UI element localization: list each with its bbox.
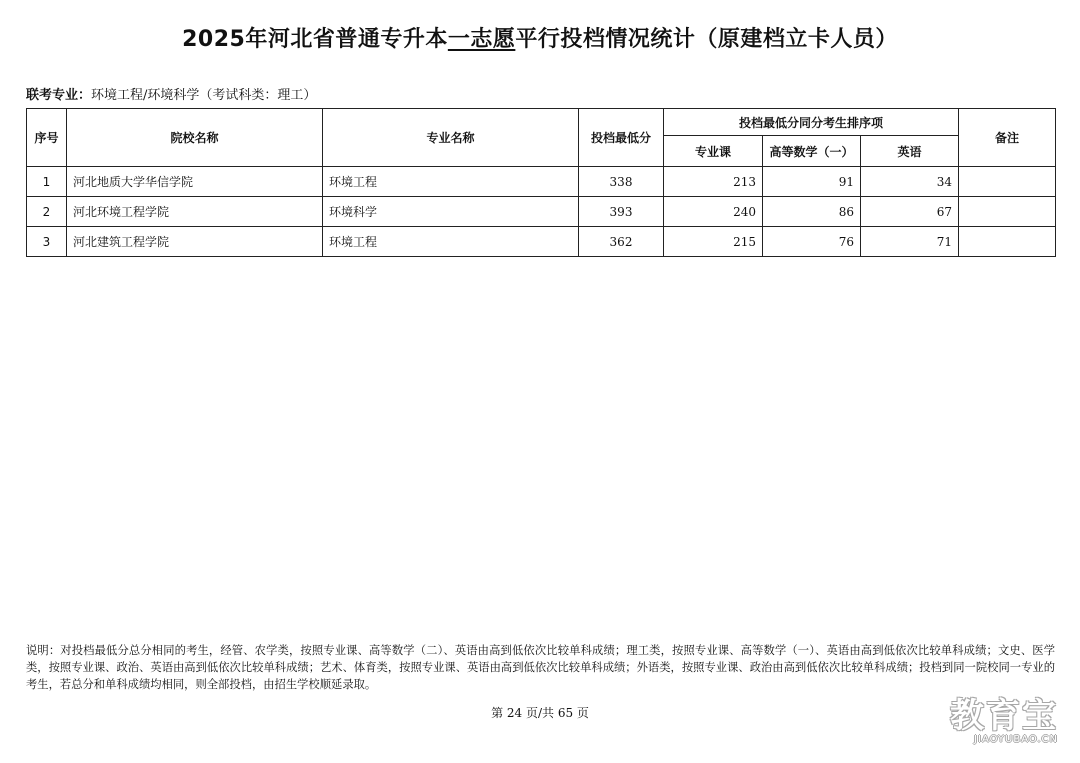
- header-remark: 备注: [959, 109, 1056, 167]
- cell-seq: 1: [27, 167, 67, 197]
- cell-school: 河北建筑工程学院: [67, 227, 323, 257]
- cell-school: 河北地质大学华信学院: [67, 167, 323, 197]
- cell-english: 67: [861, 197, 959, 227]
- title-part1: 2025年河北省普通专升本: [182, 27, 448, 52]
- cell-remark: [959, 227, 1056, 257]
- cell-seq: 3: [27, 227, 67, 257]
- cell-english: 34: [861, 167, 959, 197]
- table-row: [27, 197, 1056, 227]
- cell-major: 环境工程: [323, 227, 579, 257]
- page-title: [0, 22, 1080, 53]
- table-row: [27, 167, 1056, 197]
- title-part2: 平行投档情况统计（原建档立卡人员）: [515, 27, 898, 52]
- cell-english: 71: [861, 227, 959, 257]
- cell-major: 环境科学: [323, 197, 579, 227]
- watermark-site-text: JIAOYUBAO.CN: [974, 734, 1058, 745]
- cell-math: 86: [763, 197, 861, 227]
- header-course: 专业课: [664, 136, 763, 167]
- cell-seq: 2: [27, 197, 67, 227]
- header-seq: 序号: [27, 109, 67, 167]
- table-row: [27, 227, 1056, 257]
- cell-course: 215: [664, 227, 763, 257]
- cell-min-score: 338: [579, 167, 664, 197]
- page-number: 第 24 页/共 65 页: [491, 706, 589, 720]
- major-line: [26, 84, 316, 103]
- major-value: 环境工程/环境科学（考试科类：理工）: [91, 88, 317, 103]
- cell-remark: [959, 167, 1056, 197]
- cell-course: 240: [664, 197, 763, 227]
- cell-min-score: 393: [579, 197, 664, 227]
- cell-course: 213: [664, 167, 763, 197]
- header-sort-group: 投档最低分同分考生排序项: [664, 109, 959, 136]
- admission-table: [26, 108, 1056, 257]
- title-underlined: 一志愿: [447, 27, 516, 52]
- header-school: 院校名称: [67, 109, 323, 167]
- cell-school: 河北环境工程学院: [67, 197, 323, 227]
- watermark-logo: [950, 698, 1058, 745]
- header-english: 英语: [861, 136, 959, 167]
- header-major: 专业名称: [323, 109, 579, 167]
- header-math: 高等数学（一）: [763, 136, 861, 167]
- watermark-logo-text: 教育宝: [950, 696, 1058, 736]
- explanation-note: 说明：对投档最低分总分相同的考生，经管、农学类，按照专业课、高等数学（二）、英语由高到低依次比较单科成绩；理工类，按照专业课、高等数学（一）、英语由高到低依次比较单科成绩；文史、医学类，按照专业课、政治、英语由高到低依次比较单科成绩；艺术、体育类，按照专业课、英语由高到低依次比较单科成绩；外语类，按照专业课、政治由高到低依次比较单科成绩；投档到同一院校同一专业的考生，若总分和单科成绩均相同，则全部投档，由招生学校顺延录取。: [26, 644, 1055, 691]
- cell-remark: [959, 197, 1056, 227]
- cell-math: 76: [763, 227, 861, 257]
- major-label: 联考专业：: [26, 88, 92, 103]
- table-header: [27, 109, 1056, 167]
- cell-min-score: 362: [579, 227, 664, 257]
- header-min-score: 投档最低分: [579, 109, 664, 167]
- cell-major: 环境工程: [323, 167, 579, 197]
- cell-math: 91: [763, 167, 861, 197]
